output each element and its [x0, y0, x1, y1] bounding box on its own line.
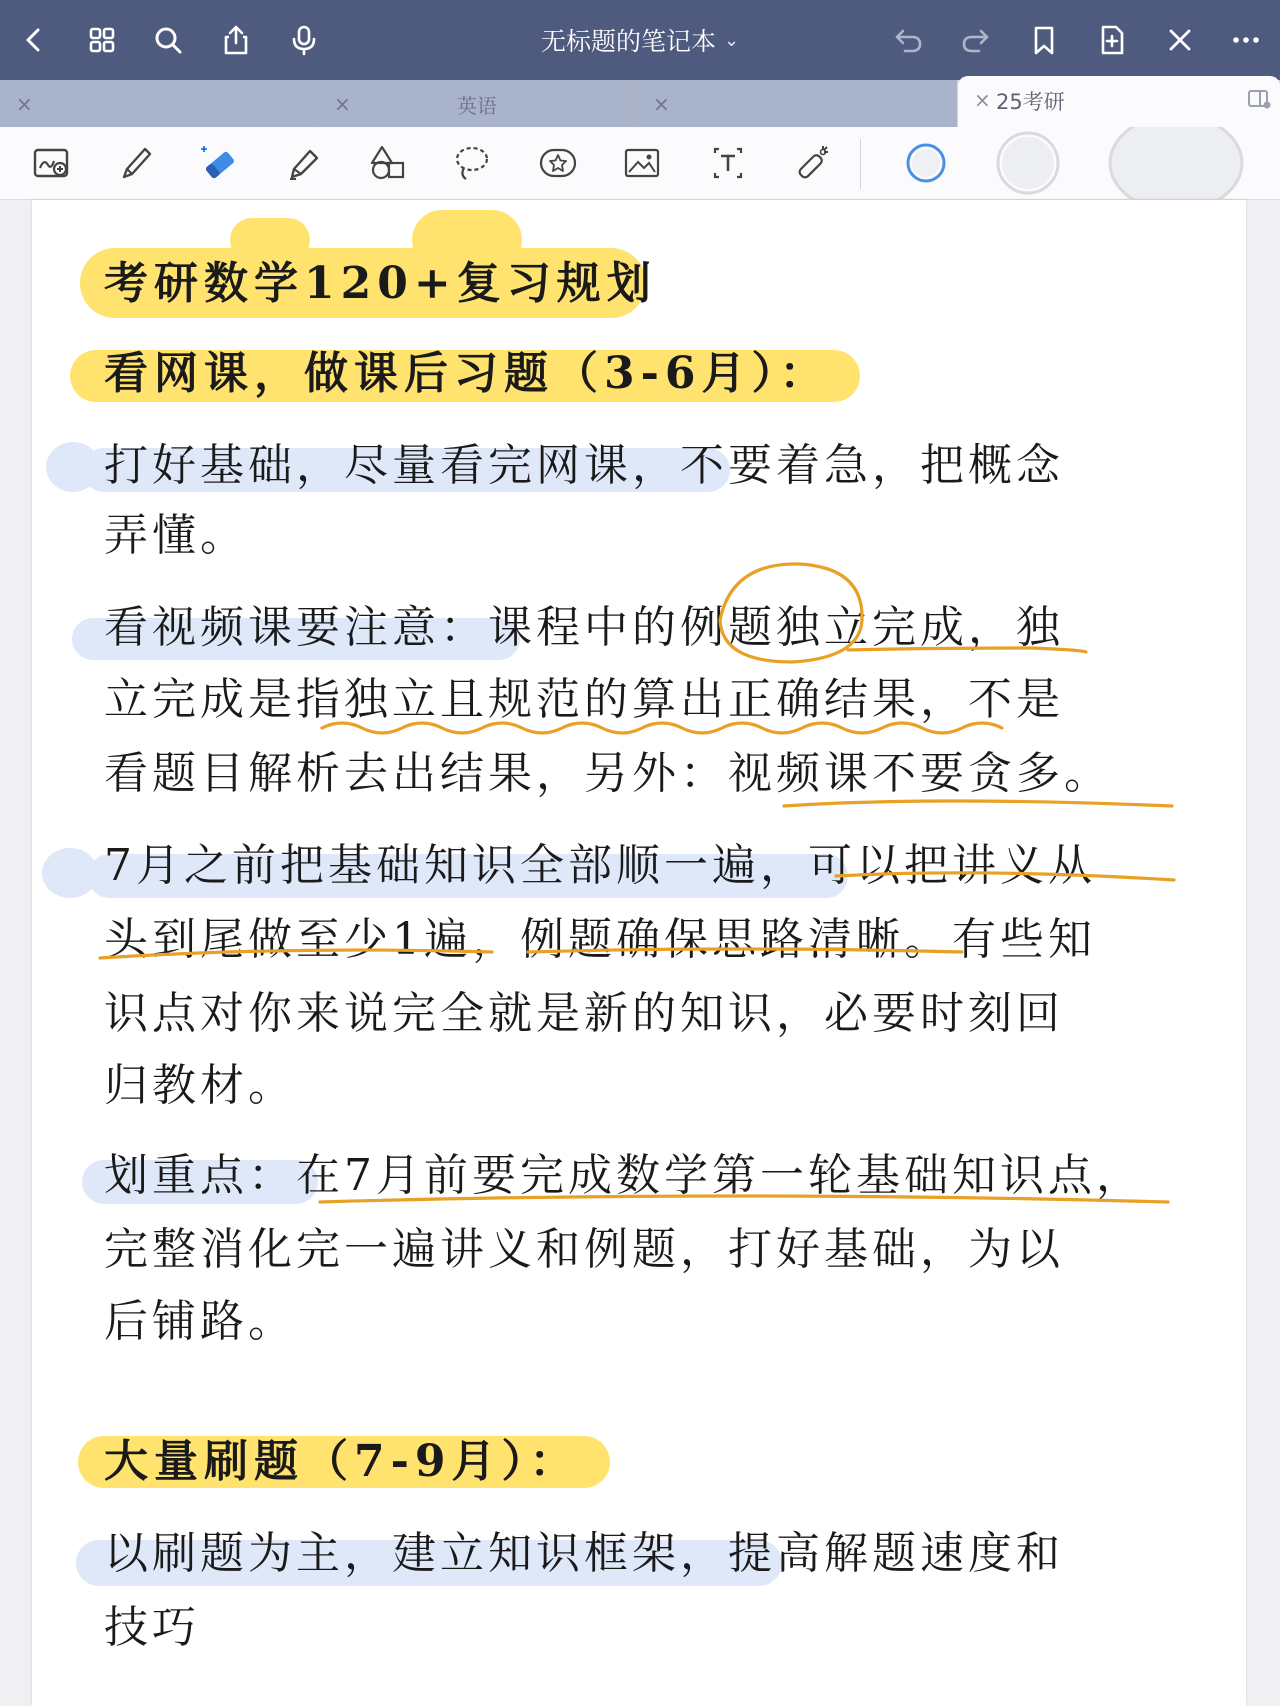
- tab-close-icon[interactable]: ×: [334, 92, 351, 116]
- note-line: 后铺路。: [104, 1296, 296, 1347]
- highlighter-icon[interactable]: [276, 137, 332, 189]
- note-line: 看题目解析去出结果，另外：视频课不要贪多。: [104, 748, 1112, 799]
- lasso-icon[interactable]: [444, 137, 500, 189]
- close-icon[interactable]: [1158, 18, 1202, 62]
- notebook-title: 无标题的笔记本: [540, 27, 716, 56]
- pen-size-medium-icon[interactable]: [990, 131, 1066, 195]
- back-icon[interactable]: [12, 18, 56, 62]
- text-box-icon[interactable]: [700, 137, 756, 189]
- tab-label: 英语: [457, 94, 497, 118]
- tab-close-icon[interactable]: ×: [16, 92, 33, 116]
- split-view-icon[interactable]: [1246, 86, 1272, 112]
- note-line: 完整消化完一遍讲义和例题，打好基础，为以: [104, 1224, 1064, 1275]
- tab-bar: [0, 80, 1280, 127]
- note-line: 划重点：在7月前要完成数学第一轮基础知识点，: [104, 1150, 1144, 1201]
- add-page-icon[interactable]: [1090, 18, 1134, 62]
- shapes-icon[interactable]: [360, 137, 416, 189]
- bookmark-icon[interactable]: [1022, 18, 1066, 62]
- note-line: 打好基础，尽量看完网课，不要着急，把概念: [104, 440, 1064, 491]
- note-line: 看视频课要注意：课程中的例题独立完成，独: [104, 602, 1064, 653]
- redo-icon[interactable]: [954, 18, 998, 62]
- tab-close-icon[interactable]: ×: [653, 92, 670, 116]
- section-heading: 大量刷题（7-9月）：: [104, 1436, 580, 1487]
- pen-size-small-icon[interactable]: [896, 137, 956, 189]
- note-line: 技巧: [104, 1602, 200, 1653]
- pen-size-large-icon[interactable]: [1106, 127, 1246, 199]
- more-options-icon[interactable]: [1224, 18, 1268, 62]
- sticker-icon[interactable]: [530, 137, 586, 189]
- tab-close-icon[interactable]: ×: [974, 88, 991, 112]
- zoom-window-icon[interactable]: [24, 137, 80, 189]
- drawing-toolbar: [0, 127, 1280, 200]
- notebook-title-dropdown[interactable]: [541, 22, 739, 58]
- tab-1[interactable]: [0, 80, 318, 127]
- microphone-icon[interactable]: [282, 18, 326, 62]
- eraser-icon[interactable]: [190, 137, 246, 189]
- note-title: 考研数学120+复习规划: [104, 258, 657, 309]
- tab-3[interactable]: [637, 80, 957, 127]
- tab-2[interactable]: [318, 80, 637, 127]
- note-line: 弄懂。: [104, 510, 248, 561]
- share-icon[interactable]: [214, 18, 258, 62]
- search-icon[interactable]: [146, 18, 190, 62]
- image-icon[interactable]: [614, 137, 670, 189]
- grid-view-icon[interactable]: [80, 18, 124, 62]
- blue-highlight: [46, 442, 100, 492]
- blue-highlight: [42, 848, 98, 898]
- laser-pointer-icon[interactable]: [784, 137, 840, 189]
- tab-label: 25考研: [996, 90, 1065, 114]
- pen-icon[interactable]: [108, 137, 164, 189]
- undo-icon[interactable]: [886, 18, 930, 62]
- note-line: 归教材。: [104, 1060, 296, 1111]
- note-line: 立完成是指独立且规范的算出正确结果，不是: [104, 674, 1064, 725]
- chevron-down-icon: ⌄: [723, 29, 740, 51]
- note-line: 头到尾做至少1遍，例题确保思路清晰。有些知: [104, 914, 1096, 965]
- note-page[interactable]: [32, 200, 1246, 1706]
- note-line: 7月之前把基础知识全部顺一遍，可以把讲义从: [104, 840, 1096, 891]
- section-heading: 看网课，做课后习题（3-6月）：: [104, 348, 830, 399]
- tab-active[interactable]: [958, 76, 1280, 127]
- note-line: 识点对你来说完全就是新的知识，必要时刻回: [104, 988, 1064, 1039]
- top-navigation-bar: [0, 0, 1280, 80]
- toolbar-divider: [860, 139, 861, 189]
- note-line: 以刷题为主，建立知识框架，提高解题速度和: [104, 1528, 1064, 1579]
